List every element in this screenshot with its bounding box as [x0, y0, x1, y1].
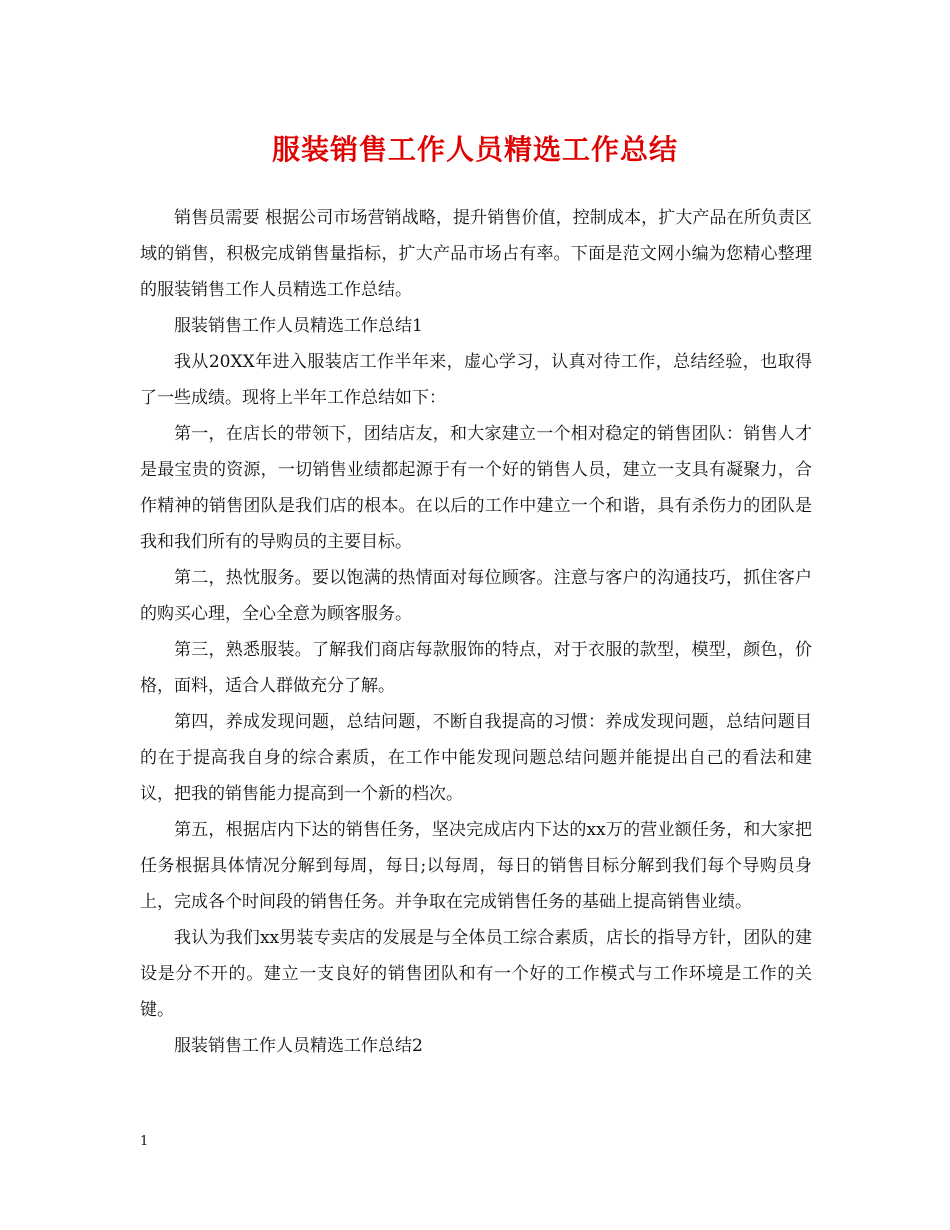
paragraph-point-4: 第四，养成发现问题，总结问题，不断自我提高的习惯：养成发现问题，总结问题目的在于提高我自身的综合素质，在工作中能发现问题总结问题并能提出自己的看法和建议，把我的销售能力提高到一个新的档次。 [140, 712, 812, 804]
paragraph-opening: 我从20XX年进入服装店工作半年来，虚心学习，认真对待工作，总结经验，也取得了一些成绩。现将上半年工作总结如下： [140, 352, 812, 408]
section-heading-2: 服装销售工作人员精选工作总结2 [174, 1036, 423, 1056]
section-heading-1: 服装销售工作人员精选工作总结1 [174, 316, 423, 336]
document-body [140, 200, 812, 1064]
paragraph-intro: 销售员需要 根据公司市场营销战略，提升销售价值，控制成本，扩大产品在所负责区域的销售，积极完成销售量指标，扩大产品市场占有率。下面是范文网小编为您精心整理的服装销售工作人员精选工作总结。 [140, 208, 812, 300]
document-title: 服装销售工作人员精选工作总结 [271, 133, 678, 166]
page-number: 1 [140, 1134, 149, 1149]
paragraph-point-3: 第三，熟悉服装。了解我们商店每款服饰的特点，对于衣服的款型，模型，颜色，价格，面料，适合人群做充分了解。 [140, 640, 812, 696]
paragraph-point-1: 第一，在店长的带领下，团结店友，和大家建立一个相对稳定的销售团队：销售人才是最宝贵的资源，一切销售业绩都起源于有一个好的销售人员，建立一支具有凝聚力，合作精神的销售团队是我们店的根本。在以后的工作中建立一个和谐，具有杀伤力的团队是我和我们所有的导购员的主要目标。 [140, 424, 812, 552]
paragraph-conclusion: 我认为我们xx男装专卖店的发展是与全体员工综合素质，店长的指导方针，团队的建设是分不开的。建立一支良好的销售团队和有一个好的工作模式与工作环境是工作的关键。 [140, 928, 812, 1020]
paragraph-point-5: 第五，根据店内下达的销售任务，坚决完成店内下达的xx万的营业额任务，和大家把任务根据具体情况分解到每周，每日;以每周，每日的销售目标分解到我们每个导购员身上，完成各个时间段的销售任务。并争取在完成销售任务的基础上提高销售业绩。 [140, 820, 812, 912]
paragraph-point-2: 第二，热忱服务。要以饱满的热情面对每位顾客。注意与客户的沟通技巧，抓住客户的购买心理，全心全意为顾客服务。 [140, 568, 812, 624]
